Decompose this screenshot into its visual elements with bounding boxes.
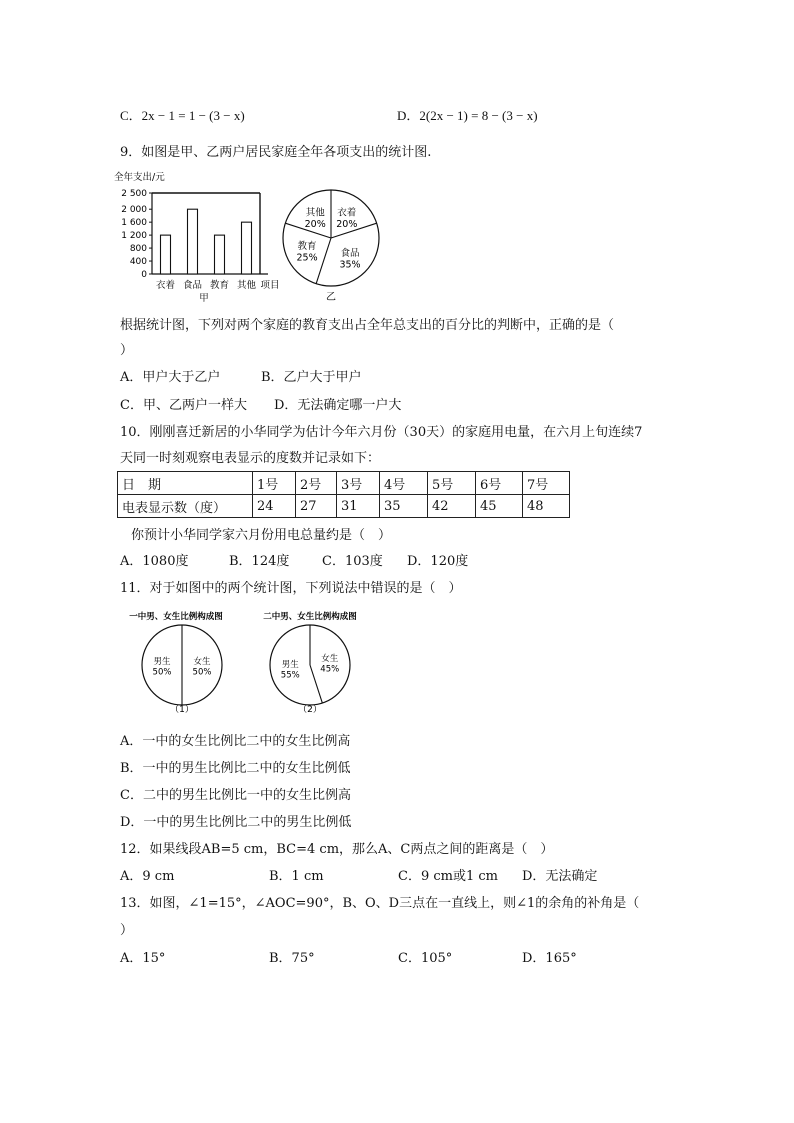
pie-slice-label: 食品: [340, 248, 360, 260]
y-tick-label: 800: [129, 244, 147, 255]
q10-stem-line2: 天同一时刻观察电表显示的度数并记录如下：: [120, 451, 381, 466]
q9-judge-line2: ）: [120, 343, 134, 358]
pie-slice-label: 男生: [281, 660, 299, 671]
y-tick-label: 1 200: [121, 231, 147, 242]
y-tick-label: 400: [129, 257, 147, 268]
q10-option-d[interactable]: D．120度: [407, 554, 469, 569]
table-cell: 6号: [476, 472, 523, 495]
q13-stem-line1: 13．如图，∠1=15°，∠AOC=90°，B、O、D三点在一直线上，则∠1的余角的补角是（: [120, 896, 640, 911]
q12-stem: 12．如果线段AB=5 cm，BC=4 cm，那么A、C两点之间的距离是（ ）: [120, 842, 554, 857]
expense-pie-chart-yi: [276, 184, 388, 304]
q9-option-b[interactable]: B．乙户大于甲户: [261, 370, 362, 385]
q13-option-d[interactable]: D．165°: [522, 951, 577, 966]
option-label: C．: [120, 108, 142, 123]
y-tick-label: 2 000: [121, 205, 147, 216]
option-label: D．: [397, 108, 420, 123]
q9-judge-line1: 根据统计图，下列对两个家庭的教育支出占全年总支出的百分比的判断中，正确的是（: [120, 318, 615, 333]
table-cell: 2号: [296, 472, 337, 495]
table-cell: 31: [337, 495, 380, 518]
pie-slice-label: 其他: [305, 207, 325, 219]
expense-bar-chart-jia: [108, 168, 290, 306]
pie-slice-value: 55%: [280, 670, 300, 681]
y-axis-label: 全年支出/元: [114, 172, 165, 183]
q12-option-d[interactable]: D．无法确定: [522, 869, 598, 884]
table-cell: 48: [523, 495, 570, 518]
pie-title: 一中男、女生比例构成图: [129, 612, 223, 622]
pie-slice-label: 男生: [153, 657, 171, 667]
q9-option-c[interactable]: C．甲、乙两户一样大: [120, 398, 247, 413]
pie-title: 二中男、女生比例构成图: [263, 612, 357, 622]
q9-option-a[interactable]: A．甲户大于乙户: [120, 370, 221, 385]
table-cell: 27: [296, 495, 337, 518]
gender-pie-chart-school-1: [120, 608, 246, 716]
pie-slice-value: 50%: [152, 667, 172, 678]
table-cell: 1号: [253, 472, 296, 495]
q10-option-c[interactable]: C．103度: [322, 554, 383, 569]
y-tick-label: 2 500: [121, 189, 147, 199]
table-cell: 电表显示数（度）: [118, 495, 253, 518]
chart-caption: 甲: [199, 293, 209, 304]
bar: [215, 235, 225, 274]
q8-option-d[interactable]: [397, 107, 538, 125]
table-cell: 45: [476, 495, 523, 518]
table-cell: 42: [428, 495, 476, 518]
pie-caption: 乙: [326, 292, 336, 303]
q9-stem: 9．如图是甲、乙两户居民家庭全年各项支出的统计图.: [120, 145, 432, 160]
q11-option-c[interactable]: C．二中的男生比例比一中的女生比例高: [120, 788, 351, 803]
option-equation: 2(2x − 1) = 8 − (3 − x): [419, 108, 538, 123]
pie-slice-label: 教育: [297, 241, 317, 253]
table-cell: 日 期: [118, 472, 253, 495]
x-axis-label: 项目: [260, 280, 280, 291]
q9-option-d[interactable]: D．无法确定哪一户大: [274, 398, 402, 413]
option-equation: 2x − 1 = 1 − (3 − x): [141, 108, 245, 123]
q13-stem-line2: ）: [120, 923, 134, 938]
q11-stem: 11．对于如图中的两个统计图，下列说法中错误的是（ ）: [120, 581, 462, 596]
pie-caption: （1）: [170, 705, 194, 715]
gender-pie-chart-school-2: [252, 608, 378, 716]
q10-stem-line1: 10．刚刚喜迁新居的小华同学为估计今年六月份（30天）的家庭用电量，在六月上旬连续7: [120, 425, 643, 440]
y-tick-label: 0: [141, 270, 147, 280]
pie-slice-value: 50%: [192, 667, 212, 678]
x-tick-label: 食品: [182, 280, 203, 291]
pie-slice-value: 35%: [339, 259, 361, 271]
table-row: [118, 495, 570, 518]
q11-option-d[interactable]: D．一中的男生比例比二中的男生比例低: [120, 815, 352, 830]
table-cell: 4号: [380, 472, 428, 495]
bar: [161, 235, 171, 274]
table-cell: 35: [380, 495, 428, 518]
table-cell: 7号: [523, 472, 570, 495]
q12-option-b[interactable]: B．1 cm: [269, 869, 324, 884]
bar: [188, 209, 198, 274]
bar: [242, 222, 252, 274]
q11-option-b[interactable]: B．一中的男生比例比二中的女生比例低: [120, 761, 351, 776]
x-tick-label: 教育: [209, 280, 230, 291]
pie-slice-label: 女生: [321, 653, 339, 664]
q10-question: 你预计小华同学家六月份用电总量约是（ ）: [131, 528, 392, 543]
y-tick-label: 1 600: [121, 218, 147, 229]
pie-slice-value: 20%: [304, 218, 326, 230]
q10-option-a[interactable]: A．1080度: [120, 554, 189, 569]
q8-option-c[interactable]: [120, 107, 245, 125]
table-cell: 5号: [428, 472, 476, 495]
table-cell: 24: [253, 495, 296, 518]
x-tick-label: 其他: [236, 280, 257, 291]
x-tick-label: 衣着: [155, 280, 176, 291]
table-header-row: [118, 472, 570, 495]
q10-option-b[interactable]: B．124度: [229, 554, 290, 569]
pie-slice-value: 20%: [336, 218, 358, 230]
q12-option-c[interactable]: C．9 cm或1 cm: [398, 869, 498, 884]
pie-slice-value: 25%: [296, 252, 318, 264]
pie-caption: （2）: [298, 705, 322, 715]
pie-slice-label: 女生: [193, 657, 211, 667]
q11-option-a[interactable]: A．一中的女生比例比二中的女生比例高: [120, 734, 351, 749]
q13-option-b[interactable]: B．75°: [269, 951, 315, 966]
q13-option-a[interactable]: A．15°: [120, 951, 166, 966]
pie-slice-value: 45%: [320, 664, 340, 675]
pie-slice-label: 衣着: [337, 207, 357, 219]
q12-option-a[interactable]: A．9 cm: [120, 869, 175, 884]
q13-option-c[interactable]: C．105°: [398, 951, 453, 966]
electricity-table: [117, 471, 570, 518]
table-cell: 3号: [337, 472, 380, 495]
